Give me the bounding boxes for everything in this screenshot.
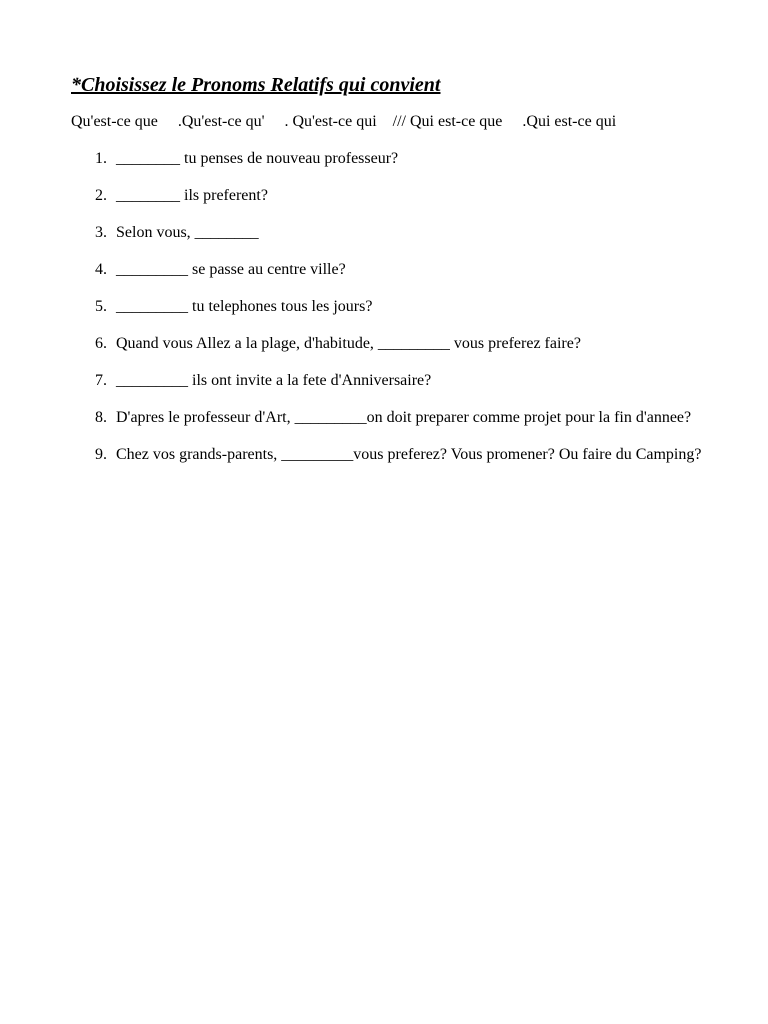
- question-number: 5.: [95, 298, 107, 315]
- question-item: [71, 334, 731, 354]
- question-item: [71, 408, 731, 428]
- pronoun-options-line: Qu'est-ce que .Qu'est-ce qu' . Qu'est-ce qui /// Qui est-ce que .Qui est-ce qui: [71, 113, 617, 130]
- question-number: 7.: [95, 372, 107, 389]
- question-text: Selon vous, ________: [116, 224, 259, 241]
- question-text: _________ se passe au centre ville?: [116, 261, 346, 278]
- question-number: 2.: [95, 187, 107, 204]
- question-text: D'apres le professeur d'Art, _________on doit preparer comme projet pour la fin d'annee?: [116, 409, 692, 426]
- question-text: ________ ils preferent?: [116, 187, 268, 204]
- question-text: Chez vos grands-parents, _________vous preferez? Vous promener? Ou faire du Camping?: [116, 446, 702, 463]
- question-text: _________ tu telephones tous les jours?: [116, 298, 373, 315]
- worksheet-title: *Choisissez le Pronoms Relatifs qui convient: [71, 74, 441, 96]
- question-number: 1.: [95, 150, 107, 167]
- question-text: ________ tu penses de nouveau professeur?: [116, 150, 399, 167]
- question-number: 3.: [95, 224, 107, 241]
- question-item: [71, 223, 731, 243]
- question-number: 6.: [95, 335, 107, 352]
- question-item: [71, 260, 731, 280]
- question-number: 8.: [95, 409, 107, 426]
- question-text: _________ ils ont invite a la fete d'Anniversaire?: [116, 372, 432, 389]
- question-number: 9.: [95, 446, 107, 463]
- question-text: Quand vous Allez a la plage, d'habitude, _________ vous preferez faire?: [116, 335, 581, 352]
- question-item: [71, 186, 731, 206]
- question-item: [71, 445, 731, 465]
- question-number: 4.: [95, 261, 107, 278]
- question-list: [71, 149, 731, 465]
- question-item: [71, 371, 731, 391]
- question-item: [71, 149, 731, 169]
- question-item: [71, 297, 731, 317]
- worksheet: [71, 72, 731, 482]
